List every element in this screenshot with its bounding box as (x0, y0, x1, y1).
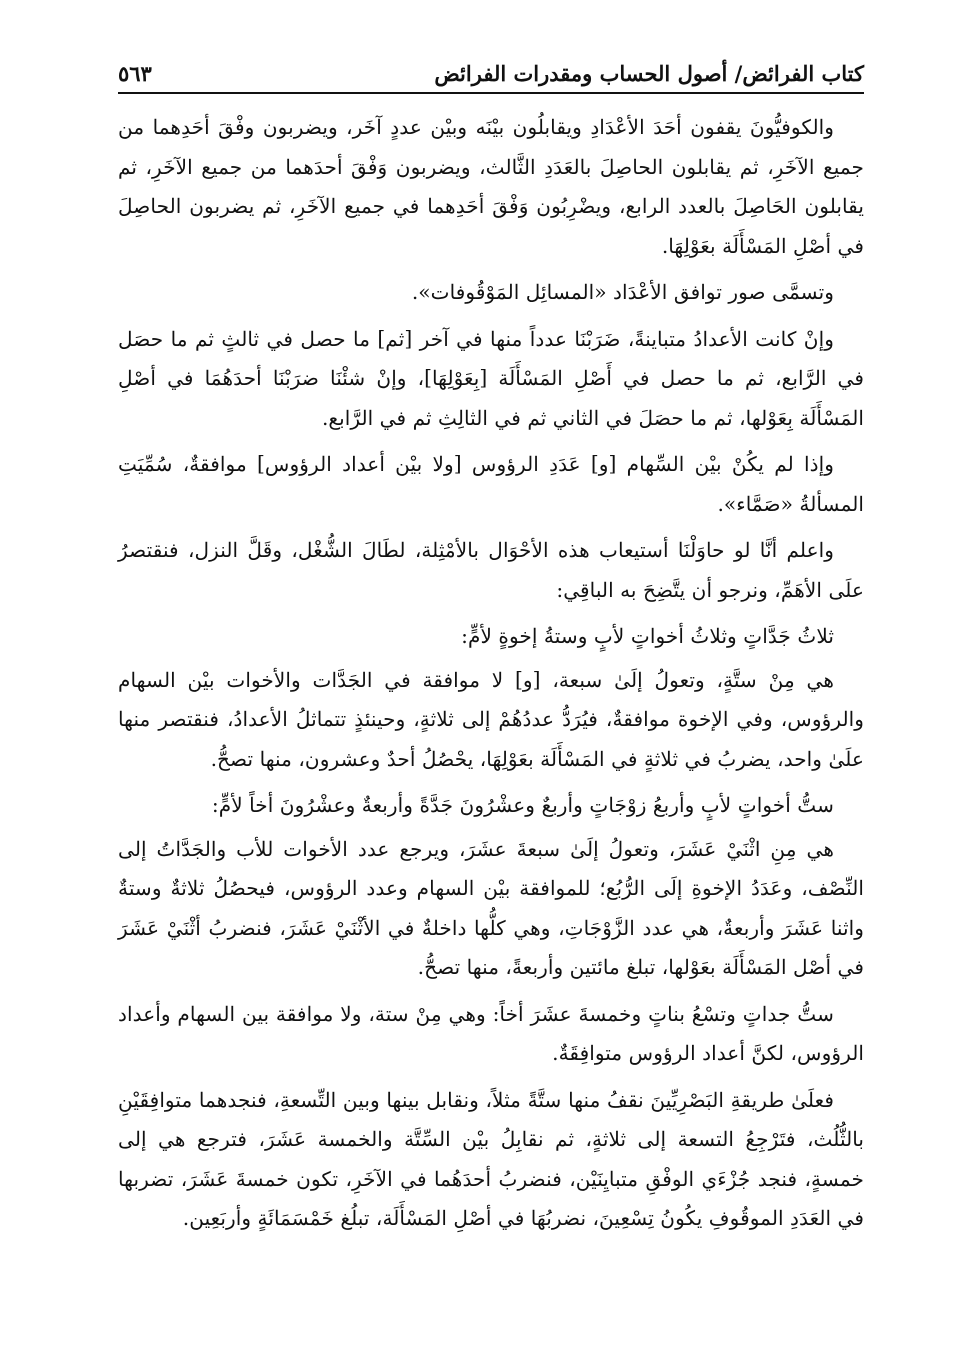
paragraph: ستُّ جداتٍ وتسْعُ بناتٍ وخمسةَ عشَرَ أخاً: وهي مِنْ ستة، ولا موافقة بين السهام وأعداد الرؤوس، لكنَّ أعداد الرؤوس متوافِقَةٌ. (118, 1001, 864, 1065)
paragraph: وإذا لم يكُنْ بيْن السِّهام [و] عَدَدِ الرؤوس [ولا بيْن أعداد الرؤوس] موافقةٌ، سُمِّيَتِ المسألةُ «صَمَّاء». (118, 452, 864, 516)
paragraph: ثلاثُ جَدَّاتٍ وثلاثُ أخواتٍ لأبٍ وستةُ إخوةٍ لأمٍّ: (461, 624, 834, 648)
page-header (118, 52, 864, 94)
paragraph: واعلم أنَّا لو حاوَلْنَا أستيعاب هذه الأحْوَال بالأمْثِلة، لطَالَ الشُّغْل، وقَلَّ النزل، فنقتصرُ علَى الأهَمِّ، ونرجو أن يتَّضِحَ به الباقِي: (118, 538, 864, 602)
paragraph: ستُّ أخواتٍ لأبٍ وأربعُ زوْجَاتٍ وأربعٌ وعشْرُونَ جَدَّةً وأربعةٌ وعشْرُونَ أخاً لأمٍّ: (211, 793, 834, 817)
page-number: ٥٦٣ (118, 61, 152, 86)
page-body (118, 108, 864, 1239)
paragraph: فعلَىٰ طريقةِ البَصْرِيِّينَ نقفُ منها ستَّةً مثلاً، ونقابل بينها وبين التِّسعةِ، فنجدهما متوافِقَيْنِ بالثُّلُث، فتَرْجِعُ التسعة إلى ثلاثةٍ، ثم نقابِلُ بيْن السِّتَّة والخمسة عَشَرَ، فترجع هي إلى خمسةٍ، فنجد جُزْءَي الوفْقِ متبايِنَيْن، فنضربُ أحدَهُما في الآخَرِ، تكون خمسةَ عَشَرَ، تضربها في العَدَدِ الموقُوفِ يكُونُ تِسْعِينَ، نضربُهَا في أصْلِ المَسْأَلَة، تبلُغ خَمْسَمَائَةٍ وأربَعِين. (118, 1087, 864, 1230)
running-head: كتاب الفرائض/ أصول الحساب ومقدرات الفرائض (434, 61, 864, 86)
paragraph: والكوفيُّونَ يقفون أحَدَ الأعْدَادِ ويقابلُون بيْنَه وبيْن عددٍ آخَر، ويضربون وفْقَ أحَدِهما من جميع الآخَرِ، ثم يقابلون الحاصِلَ بالعَدَدِ الثَّالث، ويضربون وَفْقَ أحدَهما من جميع الآخَرِ، ثم يقابلون الحَاصِلَ بالعدد الرابع، ويضْرِبُون وَفْقَ أحَدِهما في جميع الآخَرِ، ثم يضربون الحاصِلَ في أصْلِ المَسْأَلَة بعَوْلِهَا. (118, 115, 864, 258)
paragraph: وتسمَّى صور توافق الأعْدَاد «المسائِل المَوْقُوفات». (411, 280, 834, 304)
paragraph: وإنْ كانت الأعدادُ متباينةً، ضَرَبْنَا عدداً منها في آخر [ثم] ما حصل في ثالثٍ ثم ما حصَل في الرَّابع، ثم ما حصل في أَصْلِ المَسْأَلَة [بِعَوْلِهَا]، وإنْ شئْنَا ضرَبْنَا أحدَهُمَا في أصْلِ المَسْأَلَة بِعَوْلها، ثم ما حصَلَ في الثاني ثم في الثالِثِ ثم في الرَّابع. (118, 326, 864, 430)
paragraph: هي مِنِ اثْنَيْ عَشَرَ، وتعولُ إلَىٰ سبعةَ عشَرَ، ويرجع عدد الأخوات للأب والجَدَّاتُ إلى النِّصْف، وعَدَدُ الإخوةِ إلَى الرُّبُع؛ للموافقة بيْن السهام وعدد الرؤوس، فيحصُلُ ثلاثةٌ وستةٌ واثنا عَشَرَ وأربعةٌ، هي عدد الزَّوْجَاتِ، وهي كلُّها داخلةٌ في الأثْنَيْ عَشَرَ، فنضربُ أثْنَيْ عَشَرَ في أصْل المَسْأَلَة بعَوْلها، تبلغ مائتين وأربعةً، منها تصحُّ. (118, 836, 864, 979)
paragraph: هي مِنْ ستَّةٍ، وتعولُ إلَىٰ سبعة، [و] لا موافقة في الجَدَّات والأخوات بيْن السهام والرؤوس، وفي الإخوة موافقةٌ، فيُرَدُّ عددُهُمْ إلى ثلاثةٍ، وحينئذٍ تتماثلُ الأعدادُ، فنقتصر منها علَىٰ واحد، يضربُ في ثلاثةٍ في المَسْأَلَة بعَوْلِهَا، يحْصُلُ أحدٌ وعشرون، منها تصحُّ. (118, 667, 864, 771)
